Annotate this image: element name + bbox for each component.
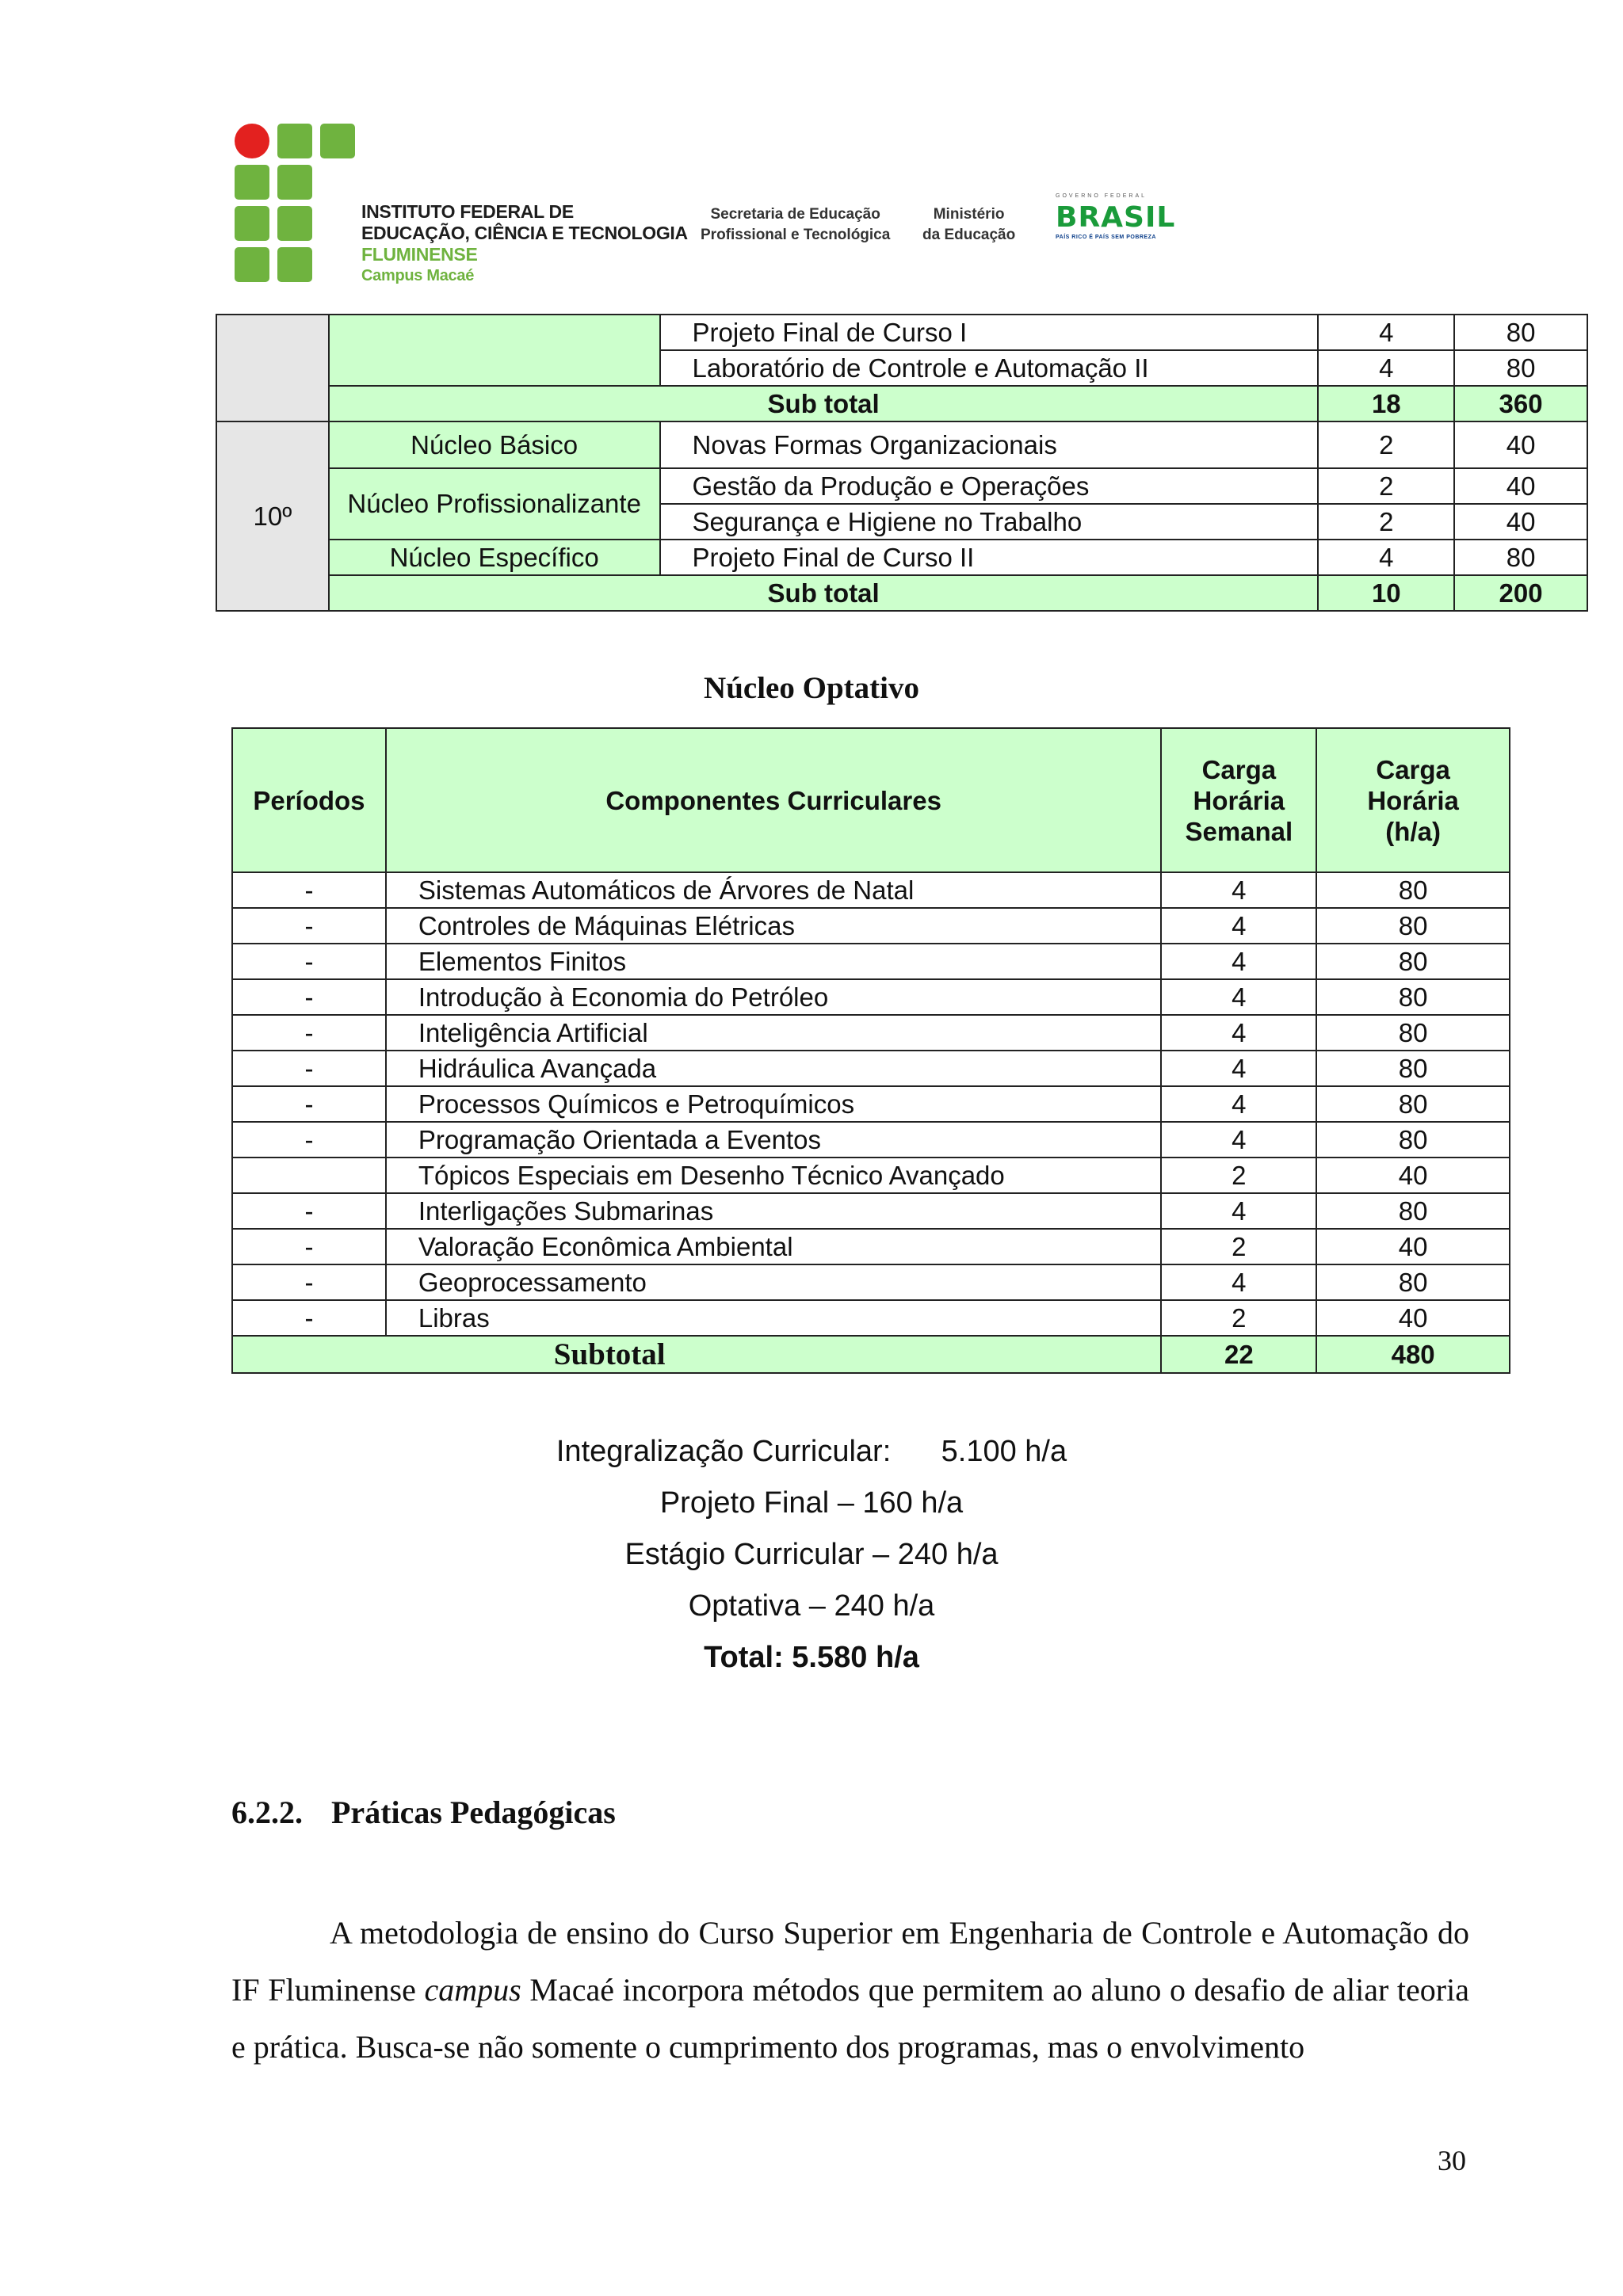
table-row <box>232 1051 1510 1086</box>
table-row <box>232 908 1510 944</box>
integralizacao-label: Integralização Curricular: <box>556 1435 892 1468</box>
component-cell: Segurança e Higiene no Trabalho <box>660 504 1319 540</box>
ministerio-label: Ministério da Educação <box>922 206 1016 243</box>
weekly-hours-cell: 4 <box>1161 1264 1316 1300</box>
weekly-hours-cell: 2 <box>1318 421 1454 468</box>
period-cell: - <box>232 979 386 1015</box>
total-hours-cell: 40 <box>1454 504 1587 540</box>
component-cell: Interligações Submarinas <box>386 1193 1162 1229</box>
weekly-hours-cell: 2 <box>1161 1158 1316 1193</box>
component-cell: Projeto Final de Curso I <box>660 315 1319 350</box>
table-row <box>216 421 1587 468</box>
period-cell: - <box>232 1300 386 1336</box>
weekly-hours-cell: 4 <box>1161 872 1316 908</box>
total-hours-cell: 80 <box>1316 908 1510 944</box>
total-hours-cell: 40 <box>1316 1158 1510 1193</box>
table-row <box>232 1264 1510 1300</box>
total-hours-cell: 40 <box>1316 1300 1510 1336</box>
page-number: 30 <box>1438 2145 1466 2176</box>
weekly-hours-cell: 4 <box>1161 1015 1316 1051</box>
period-cell: - <box>232 1193 386 1229</box>
weekly-hours-cell: 2 <box>1161 1229 1316 1264</box>
secretaria-label: Secretaria de Educação Profissional e Tecnológica <box>701 206 891 243</box>
table-row <box>232 944 1510 979</box>
subtotal-total: 480 <box>1316 1336 1510 1373</box>
weekly-hours-cell: 2 <box>1318 468 1454 504</box>
subtotal-total: 360 <box>1454 386 1587 421</box>
section-title: Práticas Pedagógicas <box>331 1794 616 1830</box>
integralizacao-line <box>0 1426 1623 1478</box>
table-row <box>232 1015 1510 1051</box>
institute-name: INSTITUTO FEDERAL DE EDUCAÇÃO, CIÊNCIA E TECNOLOGIA FLUMINENSE Campus Macaé <box>361 201 688 284</box>
header-componentes: Componentes Curriculares <box>386 728 1162 872</box>
curriculum-summary <box>0 1426 1623 1684</box>
period-cell: - <box>232 944 386 979</box>
total-line: Total: 5.580 h/a <box>704 1641 919 1674</box>
subtotal-weekly: 10 <box>1318 575 1454 611</box>
component-cell: Introdução à Economia do Petróleo <box>386 979 1162 1015</box>
total-hours-cell: 80 <box>1454 315 1587 350</box>
period-cell <box>216 315 329 421</box>
component-cell: Sistemas Automáticos de Árvores de Natal <box>386 872 1162 908</box>
component-cell: Gestão da Produção e Operações <box>660 468 1319 504</box>
table-row <box>232 1158 1510 1193</box>
component-cell: Inteligência Artificial <box>386 1015 1162 1051</box>
weekly-hours-cell: 4 <box>1161 908 1316 944</box>
period-cell: - <box>232 1264 386 1300</box>
period-cell: - <box>232 1015 386 1051</box>
table-row <box>216 540 1587 575</box>
weekly-hours-cell: 4 <box>1161 1051 1316 1086</box>
component-cell: Valoração Econômica Ambiental <box>386 1229 1162 1264</box>
period-label: 10º <box>216 421 329 611</box>
subtotal-weekly: 18 <box>1318 386 1454 421</box>
total-hours-cell: 80 <box>1316 1264 1510 1300</box>
total-hours-cell: 80 <box>1316 944 1510 979</box>
projeto-final-line: Projeto Final – 160 h/a <box>659 1486 964 1520</box>
total-hours-cell: 80 <box>1316 1122 1510 1158</box>
period-cell: - <box>232 1086 386 1122</box>
section-number: 6.2.2. <box>231 1794 303 1830</box>
period-cell: - <box>232 908 386 944</box>
optativa-line: Optativa – 240 h/a <box>688 1589 935 1623</box>
weekly-hours-cell: 4 <box>1318 350 1454 386</box>
total-hours-cell: 80 <box>1454 350 1587 386</box>
component-cell: Elementos Finitos <box>386 944 1162 979</box>
total-hours-cell: 40 <box>1454 421 1587 468</box>
table-row <box>232 1229 1510 1264</box>
component-cell: Novas Formas Organizacionais <box>660 421 1319 468</box>
total-hours-cell: 80 <box>1316 872 1510 908</box>
period-cell: - <box>232 872 386 908</box>
curriculum-table <box>216 314 1588 612</box>
total-hours-cell: 80 <box>1316 1193 1510 1229</box>
optativo-title: Núcleo Optativo <box>704 671 919 705</box>
weekly-hours-cell: 4 <box>1161 1122 1316 1158</box>
weekly-hours-cell: 2 <box>1161 1300 1316 1336</box>
subtotal-row <box>216 575 1587 611</box>
component-cell: Projeto Final de Curso II <box>660 540 1319 575</box>
table-row <box>232 872 1510 908</box>
total-hours-cell: 80 <box>1316 1086 1510 1122</box>
weekly-hours-cell: 4 <box>1318 315 1454 350</box>
nucleo-especifico-label: Núcleo Específico <box>329 540 660 575</box>
total-hours-cell: 40 <box>1454 468 1587 504</box>
table-row <box>232 1193 1510 1229</box>
total-hours-cell: 80 <box>1316 1015 1510 1051</box>
weekly-hours-cell: 4 <box>1161 944 1316 979</box>
optativo-rows <box>232 872 1510 1336</box>
table-row <box>232 1300 1510 1336</box>
table-row <box>232 979 1510 1015</box>
institute-logo <box>235 124 361 285</box>
optativo-table <box>231 727 1510 1374</box>
estagio-line: Estágio Curricular – 240 h/a <box>624 1538 999 1571</box>
subtotal-row <box>216 386 1587 421</box>
subtotal-label-text: Subtotal <box>553 1337 666 1371</box>
header-carga-total: Carga Horária (h/a) <box>1316 728 1510 872</box>
total-hours-cell: 80 <box>1316 1051 1510 1086</box>
table-row <box>216 468 1587 504</box>
total-hours-cell: 40 <box>1316 1229 1510 1264</box>
weekly-hours-cell: 4 <box>1161 1086 1316 1122</box>
subtotal-label <box>232 1336 1161 1373</box>
nucleo-basico-label: Núcleo Básico <box>329 421 660 468</box>
weekly-hours-cell: 4 <box>1161 1193 1316 1229</box>
component-cell: Libras <box>386 1300 1162 1336</box>
weekly-hours-cell: 4 <box>1318 540 1454 575</box>
brasil-logo: GOVERNO FEDERAL BRASIL PAÍS RICO É PAÍS SEM POBREZA <box>1056 193 1176 240</box>
integralizacao-value: 5.100 h/a <box>941 1435 1067 1468</box>
period-cell: - <box>232 1122 386 1158</box>
nucleo-profissionalizante-label: Núcleo Profissionalizante <box>329 468 660 540</box>
weekly-hours-cell: 4 <box>1161 979 1316 1015</box>
period-cell: - <box>232 1229 386 1264</box>
table-row <box>232 1086 1510 1122</box>
body-paragraph: A metodologia de ensino do Curso Superior em Engenharia de Controle e Automação do IF Fluminense campus Macaé incorpora métodos que permitem ao aluno o desafio de aliar teoria e prática. Busca-se não somente o cumprimento dos programas, mas o envolvimento <box>231 1915 1469 2065</box>
component-cell: Tópicos Especiais em Desenho Técnico Avançado <box>386 1158 1162 1193</box>
component-cell: Processos Químicos e Petroquímicos <box>386 1086 1162 1122</box>
subtotal-label: Sub total <box>329 386 1319 421</box>
component-cell: Laboratório de Controle e Automação II <box>660 350 1319 386</box>
subtotal-label: Sub total <box>329 575 1319 611</box>
table-row <box>232 1122 1510 1158</box>
subtotal-total: 200 <box>1454 575 1587 611</box>
table-header-row <box>232 728 1510 872</box>
period-cell: - <box>232 1051 386 1086</box>
component-cell: Controles de Máquinas Elétricas <box>386 908 1162 944</box>
subtotal-weekly: 22 <box>1161 1336 1316 1373</box>
section-heading <box>231 1794 616 1831</box>
component-cell: Hidráulica Avançada <box>386 1051 1162 1086</box>
nucleo-cell <box>329 315 660 386</box>
period-cell <box>232 1158 386 1193</box>
header-periodos: Períodos <box>232 728 386 872</box>
header-carga-semanal: Carga Horária Semanal <box>1161 728 1316 872</box>
weekly-hours-cell: 2 <box>1318 504 1454 540</box>
total-hours-cell: 80 <box>1316 979 1510 1015</box>
table-row <box>216 315 1587 350</box>
total-hours-cell: 80 <box>1454 540 1587 575</box>
subtotal-row <box>232 1336 1510 1373</box>
component-cell: Programação Orientada a Eventos <box>386 1122 1162 1158</box>
component-cell: Geoprocessamento <box>386 1264 1162 1300</box>
